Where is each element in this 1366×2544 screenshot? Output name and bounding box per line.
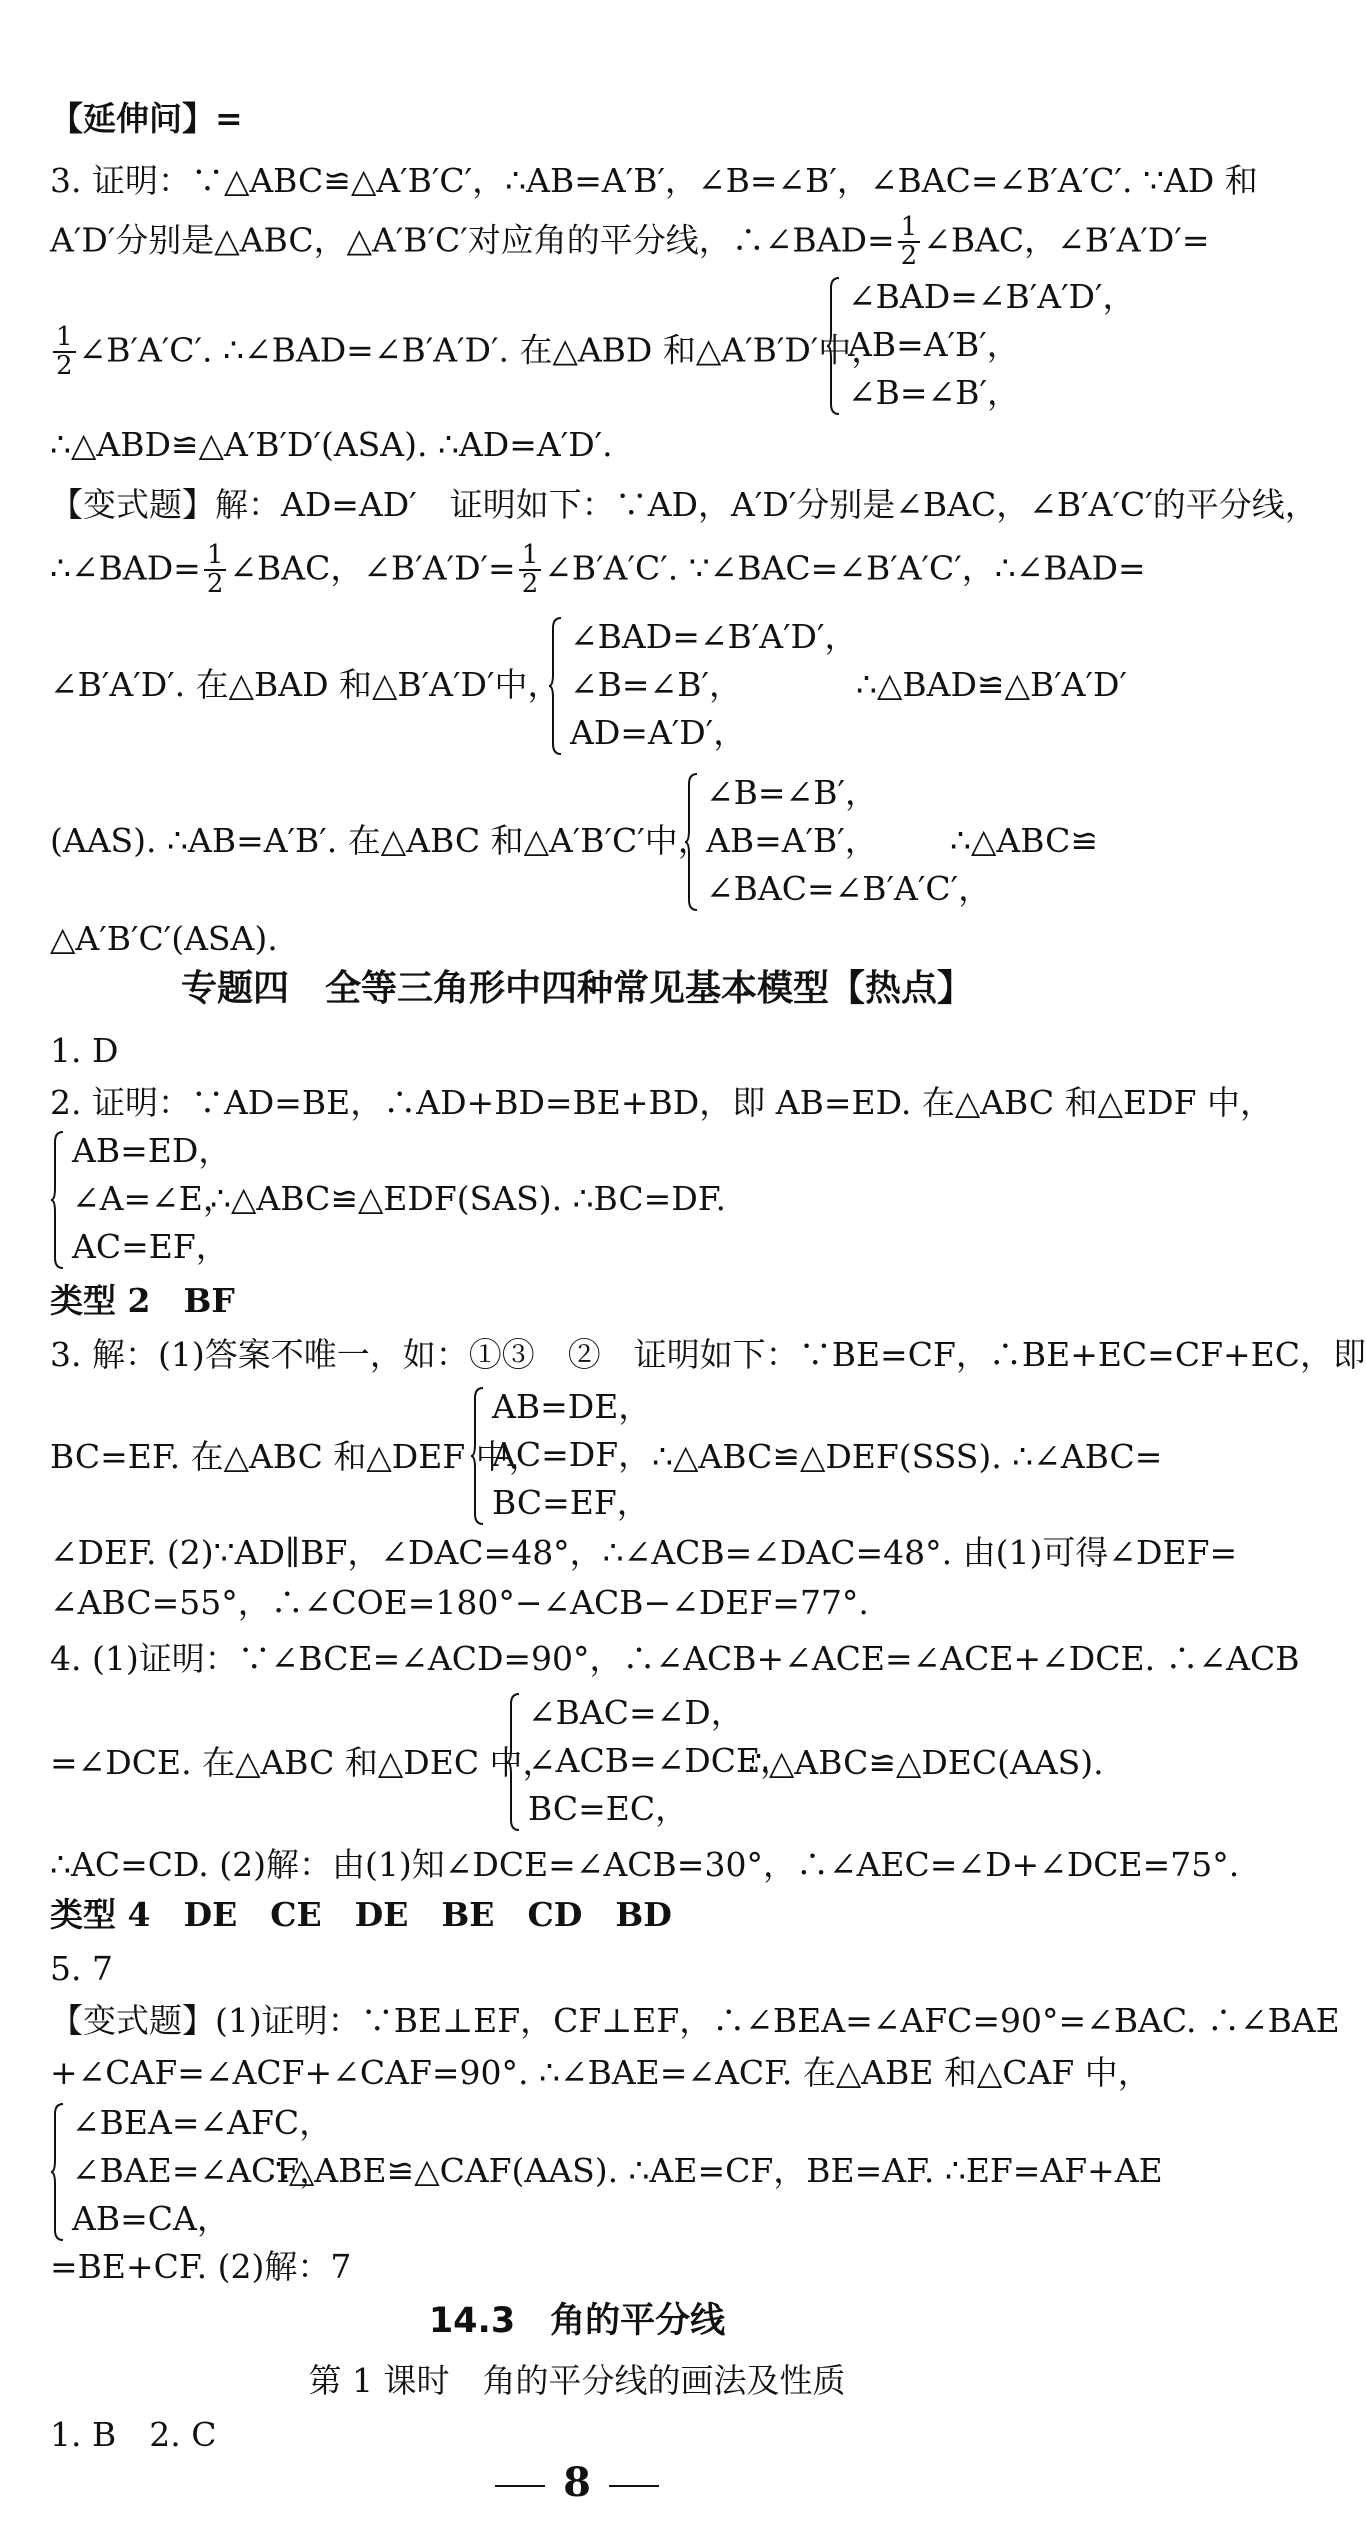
system-row: ∠B=∠B′， — [570, 665, 742, 704]
proof-3-conclusion: ∴△ABD≌△A′B′D′(ASA). ∴AD=A′D′. — [50, 425, 613, 464]
extension-question-heading: 【延伸问】= — [50, 99, 243, 138]
variant-question-line-1: 【变式题】解：AD=AD′ 证明如下：∵AD，A′D′分别是∠BAC，∠B′A′C′的平分线， — [50, 485, 1318, 524]
proof-3-line-2: A′D′分别是△ABC，△A′B′C′对应角的平分线，∴∠BAD= $\frac{1}{2}$ ∠BAC，∠B′A′D′= — [50, 212, 1210, 272]
answer-3-line-1: 3. 解：(1)答案不唯一，如：①③ ② 证明如下：∵BE=CF，∴BE+EC=CF+EC，即 — [50, 1335, 1366, 1374]
variant-2-conclusion: ∴△ABE≌△CAF(AAS). ∴AE=CF，BE=AF. ∴EF=AF+AE — [268, 2151, 1163, 2190]
variant-question-line-4: (AAS). ∴AB=A′B′. 在△ABC 和△A′B′C′中， — [50, 821, 711, 860]
left-brace-icon — [50, 2102, 64, 2242]
system-row: BC=EC， — [528, 1789, 689, 1828]
variant-question-line-3: ∠B′A′D′. 在△BAD 和△B′A′D′中， — [50, 665, 561, 704]
system-row: AC=DF， — [492, 1435, 652, 1474]
system-row: ∠BAC=∠D， — [528, 1693, 744, 1732]
left-brace-icon — [506, 1692, 520, 1832]
page-number: 8 — [0, 2458, 1154, 2508]
footer-rule-left — [495, 2485, 545, 2487]
answer-3-line-3: ∠DEF. (2)∵AD∥BF，∠DAC=48°，∴∠ACB=∠DAC=48°. 由(1)可得∠DEF= — [50, 1533, 1238, 1572]
lesson-answers: 1. B 2. C — [50, 2415, 217, 2454]
system-row: ∠A=∠E， — [72, 1179, 236, 1218]
fraction-half: $\frac{1}{2}$ — [519, 542, 542, 599]
fraction-half: $\frac{1}{2}$ — [204, 542, 227, 599]
variant-question-congruence: ∴△BAD≌△B′A′D′ — [856, 665, 1127, 704]
answer-2-conclusion: ∴△ABC≌△EDF(SAS). ∴BC=DF. — [210, 1179, 727, 1218]
answer-2-line-1: 2. 证明：∵AD=BE，∴AD+BD=BE+BD，即 AB=ED. 在△ABC 和△EDF 中， — [50, 1083, 1273, 1122]
left-brace-icon — [684, 772, 698, 912]
answer-3-congruence: ∴△ABC≌△DEF(SSS). ∴∠ABC= — [652, 1437, 1163, 1476]
equation-system-2 — [548, 616, 858, 756]
system-row: ∠BAD=∠B′A′D′， — [570, 617, 858, 656]
fraction-half: $\frac{1}{2}$ — [53, 324, 76, 381]
answer-1: 1. D — [50, 1031, 119, 1070]
system-row: AC=EF， — [72, 1227, 229, 1266]
variant-2-line-1: 【变式题】(1)证明：∵BE⊥EF，CF⊥EF，∴∠BEA=∠AFC=90°=∠BAC. ∴∠BAE — [50, 2001, 1340, 2040]
equation-system-1 — [826, 276, 1136, 416]
answer-4-line-2: =∠DCE. 在△ABC 和△DEC 中， — [50, 1743, 556, 1782]
system-row: ∠BAE=∠ACF， — [72, 2151, 333, 2190]
system-row: ∠ACB=∠DCE， — [528, 1741, 794, 1780]
system-row: AB=ED， — [72, 1131, 232, 1170]
variant-question-congruence-2: ∴△ABC≌ — [950, 821, 1098, 860]
variant-question-conclusion: △A′B′C′(ASA). — [50, 919, 278, 958]
answer-5: 5. 7 — [50, 1949, 113, 1988]
system-row: ∠BEA=∠AFC， — [72, 2103, 333, 2142]
fraction-half: $\frac{1}{2}$ — [898, 214, 921, 271]
system-row: ∠B=∠B′， — [848, 373, 1020, 412]
system-row: AD=A′D′， — [570, 713, 747, 752]
section-title-topic-four: 专题四 全等三角形中四种常见基本模型【热点】 — [180, 968, 973, 1009]
system-row: AB=A′B′， — [848, 325, 1020, 364]
proof-3-line-3: $\frac{1}{2}$ ∠B′A′C′. ∴∠BAD=∠B′A′D′. 在△ABD 和△A′B′D′中， — [50, 324, 884, 381]
variant-2-line-4: =BE+CF. (2)解：7 — [50, 2247, 352, 2286]
equation-system-3 — [684, 772, 992, 912]
system-row: BC=EF， — [492, 1483, 650, 1522]
system-row: AB=A′B′， — [706, 821, 878, 860]
lesson-title: 第 1 课时 角的平分线的画法及性质 — [308, 2361, 846, 2400]
left-brace-icon — [548, 616, 562, 756]
answer-3-line-4: ∠ABC=55°，∴∠COE=180°−∠ACB−∠DEF=77°. — [50, 1583, 869, 1622]
equation-system-6 — [506, 1692, 794, 1832]
type-2-heading: 类型 2 BF — [50, 1281, 235, 1320]
left-brace-icon — [826, 276, 840, 416]
type-4-heading: 类型 4 DE CE DE BE CD BD — [50, 1895, 672, 1934]
system-row: ∠B=∠B′， — [706, 773, 878, 812]
equation-system-7 — [50, 2102, 333, 2242]
system-row: ∠BAC=∠B′A′C′， — [706, 869, 992, 908]
answer-4-line-1: 4. (1)证明：∵∠BCE=∠ACD=90°，∴∠ACB+∠ACE=∠ACE+∠DCE. ∴∠ACB — [50, 1639, 1300, 1678]
footer-rule-right — [609, 2485, 659, 2487]
system-row: AB=CA， — [72, 2199, 230, 2238]
variant-2-line-2: +∠CAF=∠ACF+∠CAF=90°. ∴∠BAE=∠ACF. 在△ABE 和△CAF 中， — [50, 2053, 1151, 2092]
section-title-14-3: 14.3 角的平分线 — [428, 2301, 726, 2341]
left-brace-icon — [50, 1130, 64, 1270]
answer-4-line-3: ∴AC=CD. (2)解：由(1)知∠DCE=∠ACB=30°，∴∠AEC=∠D+∠DCE=75°. — [50, 1845, 1240, 1884]
answer-3-line-2: BC=EF. 在△ABC 和△DEF 中， — [50, 1437, 542, 1476]
variant-question-line-2: ∴∠BAD= $\frac{1}{2}$ ∠BAC，∠B′A′D′= $\frac{1}{2}$ ∠B′A′C′. ∵∠BAC=∠B′A′C′，∴∠BAD= — [50, 540, 1146, 600]
system-row: ∠BAD=∠B′A′D′， — [848, 277, 1136, 316]
left-brace-icon — [470, 1386, 484, 1526]
system-row: AB=DE， — [492, 1387, 652, 1426]
equation-system-5 — [470, 1386, 670, 1526]
answer-4-congruence: ∴△ABC≌△DEC(AAS). — [748, 1743, 1104, 1782]
proof-3-line-1: 3. 证明：∵△ABC≌△A′B′C′，∴AB=A′B′，∠B=∠B′，∠BAC=∠B′A′C′. ∵AD 和 — [50, 161, 1258, 200]
